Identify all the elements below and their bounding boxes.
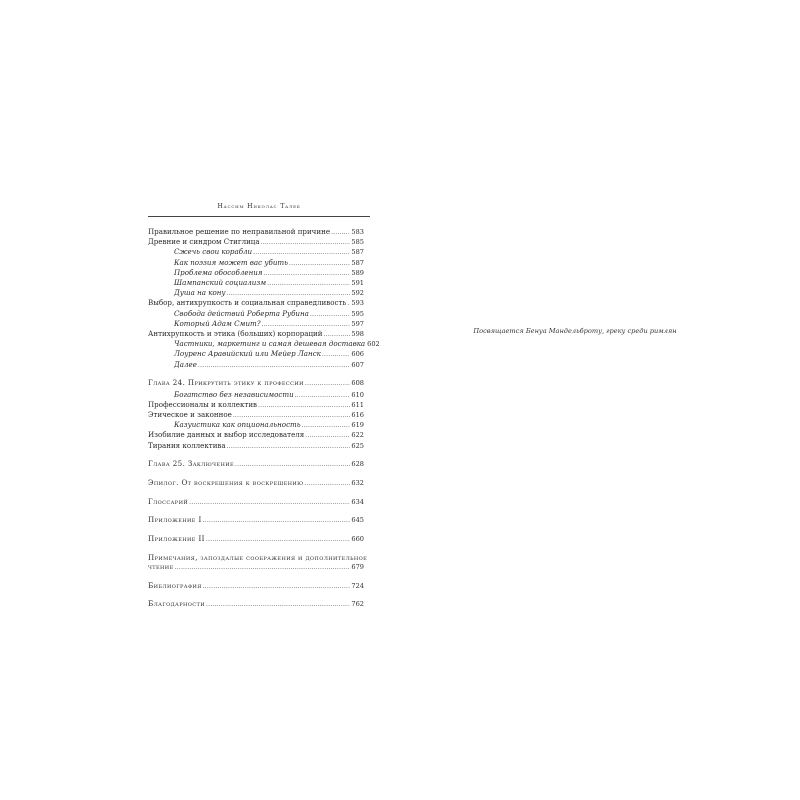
toc-entry-page: 587 (351, 258, 364, 267)
toc-entry-page: 619 (351, 421, 364, 430)
toc-entry[interactable] (148, 278, 364, 288)
toc-entry-title: Приложение I (148, 515, 202, 525)
toc-entry-title: Тирания коллектива (148, 440, 226, 450)
toc-entry-title: Благодарности (148, 599, 205, 609)
toc-entry[interactable] (148, 420, 364, 430)
toc-entry[interactable] (148, 339, 380, 349)
toc-entry-appendix-1[interactable] (148, 515, 364, 525)
toc-entry-title: Сжечь свои корабли (174, 247, 253, 257)
toc-entry[interactable] (148, 288, 364, 298)
toc-entry-chapter-25[interactable] (148, 459, 364, 469)
toc-entry-page: 598 (351, 330, 364, 339)
toc-entry-page: 595 (351, 309, 364, 318)
toc-entry-page: 587 (351, 248, 364, 257)
toc-entry-title: Частники, маркетинг и самая дешевая доставка (174, 339, 366, 349)
toc-entry-title: Эпилог. От воскрешения к воскрешению (148, 477, 304, 487)
toc-entry[interactable] (148, 298, 364, 308)
toc-entry[interactable] (148, 329, 364, 339)
toc-entry-page: 602 (367, 340, 380, 349)
toc-entry-title: Душа на кону (174, 288, 226, 298)
toc-entry-title: Изобилие данных и выбор исследователя (148, 430, 305, 440)
toc-entry[interactable] (148, 410, 364, 420)
toc-entry-title: Этическое и законное (148, 409, 232, 419)
toc-entry-page: 625 (351, 441, 364, 450)
toc-entry[interactable] (148, 378, 364, 388)
toc-entry-title: Далее (174, 359, 197, 369)
toc-entry-title: Глоссарий (148, 496, 189, 506)
toc-entry-page: 762 (351, 600, 364, 609)
toc-entry-page: 679 (351, 562, 364, 571)
toc-entry-page: 607 (351, 360, 364, 369)
toc-entry-title: Библиография (148, 580, 202, 590)
toc-entry-page: 622 (351, 431, 364, 440)
toc-entry-page: 589 (351, 268, 364, 277)
header-rule (148, 216, 370, 217)
toc-entry-title: Приложение II (148, 534, 205, 544)
toc-entry[interactable] (148, 227, 364, 237)
toc-entry-title: Выбор, антихрупкость и социальная справедливость (148, 298, 347, 308)
toc-entry[interactable] (148, 258, 364, 268)
toc-entry-page: 608 (351, 379, 364, 388)
toc-entry-title: Профессионалы и коллектив (148, 399, 258, 409)
toc-entry[interactable] (148, 247, 364, 257)
toc-entry-page: 591 (351, 279, 364, 288)
toc-entry-page: 611 (351, 400, 364, 409)
toc-entry[interactable] (148, 441, 364, 451)
toc-entry-page: 645 (351, 516, 364, 525)
table-of-contents (148, 227, 380, 610)
toc-entry-title: Глава 24. Прикрутить этику к профессии (148, 378, 304, 388)
toc-entry[interactable] (148, 349, 364, 359)
toc-entry[interactable] (148, 309, 364, 319)
toc-entry-page: 660 (351, 535, 364, 544)
toc-entry-page: 585 (351, 238, 364, 247)
toc-entry[interactable] (148, 430, 364, 440)
toc-entry-title: Который Адам Смит? (174, 318, 261, 328)
running-header: Нассим Николас Талеб (217, 203, 301, 210)
toc-entry-glossary[interactable] (148, 497, 364, 507)
toc-entry-title: Глава 25. Заключение (148, 459, 235, 469)
toc-entry-page: 724 (351, 581, 364, 590)
toc-entry-title: Проблема обособления (174, 267, 263, 277)
toc-entry-title: Как поэзия может вас убить (174, 257, 288, 267)
toc-entry-title: Свобода действий Роберта Рубина (174, 308, 309, 318)
toc-entry-epilogue[interactable] (148, 478, 364, 488)
toc-entry-page: 606 (351, 350, 364, 359)
toc-entry-bibliography[interactable] (148, 581, 364, 591)
toc-section-2 (148, 378, 364, 450)
toc-entry-page: 628 (351, 460, 364, 469)
toc-entry[interactable] (148, 360, 364, 370)
toc-entry-page: 634 (351, 497, 364, 506)
toc-entry-page: 583 (351, 228, 364, 236)
toc-entry-page: 610 (351, 390, 364, 399)
toc-entry-title-line2: чтение (148, 561, 174, 571)
toc-entry-title-line1: Примечания, запоздалые соображения и дополнительное (148, 552, 368, 562)
toc-entry-page: 616 (351, 410, 364, 419)
toc-entry-notes[interactable] (148, 552, 368, 572)
toc-entry-title: Лоуренс Аравийский или Мейер Ланск (174, 349, 321, 359)
toc-entry-appendix-2[interactable] (148, 534, 364, 544)
toc-entry-title: Казуистика как опциональность (174, 420, 301, 430)
toc-entry-acknowledgements[interactable] (148, 599, 364, 609)
toc-entry-title: Правильное решение по неправильной причине (148, 227, 331, 236)
toc-entry-title: Богатство без независимости (174, 389, 294, 399)
toc-entry[interactable] (148, 237, 364, 247)
toc-entry[interactable] (148, 319, 364, 329)
toc-entry-title: Антихрупкость и этика (больших) корпораций (148, 329, 323, 339)
toc-entry-page: 593 (351, 299, 364, 308)
toc-entry-page: 597 (351, 319, 364, 328)
toc-entry[interactable] (148, 400, 364, 410)
toc-entry-page: 592 (351, 289, 364, 298)
toc-entry[interactable] (148, 390, 364, 400)
toc-entry-page: 632 (351, 478, 364, 487)
dedication: Посвящается Бенуа Мандельброту, греку среди римлян (473, 327, 677, 335)
toc-section-1 (148, 227, 380, 370)
toc-entry-title: Древние и синдром Стиглица (148, 237, 260, 247)
toc-entry-title: Шампанский социализм (174, 278, 267, 288)
toc-entry[interactable] (148, 268, 364, 278)
